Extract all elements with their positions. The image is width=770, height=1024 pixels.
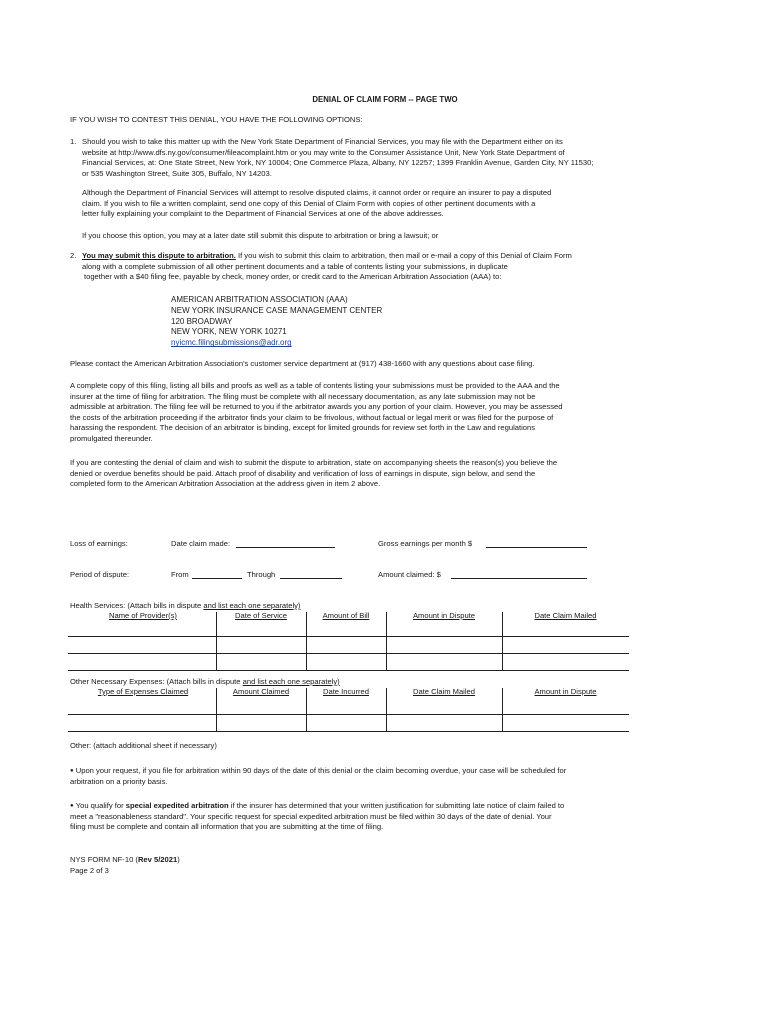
date-claim-made-label: Date claim made: bbox=[171, 539, 231, 548]
health-table-row-line bbox=[68, 670, 629, 671]
bullet-priority bbox=[70, 766, 630, 787]
option1-line: Although the Department of Financial Services will attempt to resolve disputed claims, it cannot order or require an insurer to pay a disputed bbox=[82, 188, 552, 197]
amount-claimed-field[interactable] bbox=[451, 578, 587, 579]
bullet2-pre: You qualify for bbox=[75, 801, 126, 810]
column-header-date-of-service: Date of Service bbox=[235, 611, 287, 620]
address-line: AMERICAN ARBITRATION ASSOCIATION (AAA) bbox=[171, 295, 348, 304]
expenses-table-divider bbox=[306, 688, 307, 731]
bullet-expedited bbox=[70, 801, 628, 833]
form-number-pre: NYS FORM NF-10 ( bbox=[70, 855, 138, 864]
address-line: NEW YORK, NEW YORK 10271 bbox=[171, 327, 287, 337]
bullet-line bbox=[70, 801, 628, 812]
gross-earnings-label: Gross earnings per month $ bbox=[378, 539, 473, 548]
option1-paragraph bbox=[82, 137, 702, 179]
expenses-table-divider bbox=[502, 688, 503, 731]
gross-earnings-field[interactable] bbox=[486, 547, 587, 548]
aaa-address bbox=[171, 295, 382, 349]
health-table-row-line bbox=[68, 636, 629, 637]
option1-line: letter fully explaining your complaint to the Department of Financial Services at one of the above addresses. bbox=[82, 209, 444, 219]
expenses-table-row-line bbox=[68, 714, 629, 715]
other-expenses-label-plain: Other Necessary Expenses: (Attach bills in dispute bbox=[70, 677, 243, 686]
other-expenses-label-underlined: and list each one separately) bbox=[242, 677, 340, 686]
option2-line: along with a complete submission of all other pertinent documents and a table of contents listing your submissions, in duplicate bbox=[82, 261, 508, 271]
page-title: DENIAL OF CLAIM FORM -- PAGE TWO bbox=[312, 95, 458, 104]
column-header-date-claim-mailed: Date Claim Mailed bbox=[412, 687, 476, 696]
contest-line: completed form to the American Arbitration Association at the address given in item 2 above. bbox=[70, 479, 381, 489]
aaa-email-link[interactable]: nyicmc.filingsubmissions@adr.org bbox=[171, 338, 292, 348]
health-table-divider bbox=[216, 612, 217, 670]
health-table-divider bbox=[386, 612, 387, 670]
column-header-amount-of-bill: Amount of Bill bbox=[322, 611, 370, 620]
expenses-table-row-line bbox=[68, 731, 629, 732]
column-header-amount-in-dispute: Amount in Dispute bbox=[534, 687, 597, 696]
copy-line: admissible at arbitration. The filing fee will be returned to you if the arbitrator awards you any portion of your claim. However, you may be assessed bbox=[70, 402, 563, 412]
health-services-label-underlined: and list each one separately) bbox=[203, 601, 301, 610]
column-header-type-of-expenses: Type of Expenses Claimed bbox=[97, 687, 189, 696]
from-label: From bbox=[171, 570, 189, 579]
column-header-name-of-provider: Name of Provider(s) bbox=[109, 611, 177, 620]
address-line: 120 BROADWAY bbox=[171, 316, 233, 326]
period-of-dispute-label: Period of dispute: bbox=[70, 570, 130, 579]
loss-of-earnings-label: Loss of earnings: bbox=[70, 539, 128, 548]
copy-paragraph bbox=[70, 381, 628, 445]
through-date-field[interactable] bbox=[280, 578, 342, 579]
date-claim-made-field[interactable] bbox=[236, 547, 335, 548]
column-header-date-incurred: Date Incurred bbox=[322, 687, 369, 696]
bullet2-bold: special expedited arbitration bbox=[125, 801, 229, 810]
option2-number: 2. bbox=[70, 251, 77, 260]
option2-line bbox=[82, 251, 702, 262]
copy-line: the costs of the arbitration proceeding if the arbitrator finds your claim to be frivolous, without factual or legal merit or was filed for the purpose of bbox=[70, 412, 554, 422]
form-number bbox=[70, 855, 180, 866]
option2-paragraph bbox=[82, 251, 702, 283]
option1-line: or 535 Washington Street, Suite 305, Buffalo, NY 14203. bbox=[82, 168, 272, 178]
health-services-label-plain: Health Services: (Attach bills in dispute bbox=[70, 601, 204, 610]
bullet2-line3: filing must be complete and contain all information that you are submitting at the time of filing. bbox=[70, 822, 384, 832]
column-header-amount-in-dispute: Amount in Dispute bbox=[412, 611, 476, 620]
option1-line: Financial Services, at: One State Street, New York, NY 10004; One Commerce Plaza, Albany, NY 12257; 1399 Franklin Avenue, Garden City, NY 11530; bbox=[82, 158, 594, 168]
option2-line: together with a $40 filing fee, payable by check, money order, or credit card to the American Arbitration Association (AAA) to: bbox=[84, 272, 502, 282]
option2-line-rest: If you wish to submit this claim to arbitration, then mail or e-mail a copy of this Denial of Claim Form bbox=[235, 251, 572, 260]
option2-heading: You may submit this dispute to arbitration. bbox=[82, 251, 236, 260]
column-header-amount-claimed: Amount Claimed bbox=[232, 687, 290, 696]
bullet-dot: ● bbox=[70, 803, 74, 809]
form-number-post: ) bbox=[177, 855, 180, 864]
expenses-table-divider bbox=[386, 688, 387, 731]
option1-paragraph-3: If you choose this option, you may at a later date still submit this dispute to arbitration or bring a lawsuit; or bbox=[82, 231, 439, 240]
from-date-field[interactable] bbox=[192, 578, 242, 579]
address-line: NEW YORK INSURANCE CASE MANAGEMENT CENTER bbox=[171, 305, 383, 315]
form-revision: Rev 5/2021 bbox=[137, 855, 178, 864]
other-label: Other: (attach additional sheet if necessary) bbox=[70, 741, 217, 750]
option1-line: claim. If you wish to file a written complaint, send one copy of this Denial of Claim Form with copies of other pertinent documents with a bbox=[82, 198, 536, 208]
copy-line: A complete copy of this filing, listing all bills and proofs as well as a table of contents listing your submissions must be provided to the AAA and the bbox=[70, 381, 560, 390]
bullet-line bbox=[70, 766, 630, 777]
amount-claimed-label: Amount claimed: $ bbox=[378, 570, 441, 579]
bullet2-line2: meet a "reasonableness standard". Your specific request for special expedited arbitration must be filed within 30 days of the date of denial. Your bbox=[70, 811, 552, 821]
bullet1-line1: Upon your request, if you file for arbitration within 90 days of the date of this denial or the claim becoming overdue, your case will be scheduled for bbox=[75, 766, 567, 775]
option1-line: Should you wish to take this matter up with the New York State Department of Financial Services, you may file with the Department either on its bbox=[82, 137, 563, 146]
health-services-label bbox=[70, 601, 300, 612]
page-number: Page 2 of 3 bbox=[70, 866, 109, 875]
copy-line: harassing the respondent. The decision of an arbitrator is binding, except for limited grounds for review set forth in the Law and regulations bbox=[70, 423, 536, 433]
other-expenses-label bbox=[70, 677, 340, 688]
contest-paragraph bbox=[70, 458, 628, 490]
health-table-divider bbox=[306, 612, 307, 670]
contest-line: If you are contesting the denial of claim and wish to submit the dispute to arbitration, state on accompanying sheets the reason(s) you believe the bbox=[70, 458, 558, 467]
option1-line: website at http://www.dfs.ny.gov/consumer/fileacomplaint.htm or you may write to the Consumer Assistance Unit, New York State Department of bbox=[82, 147, 565, 157]
column-header-date-claim-mailed: Date Claim Mailed bbox=[534, 611, 597, 620]
through-label: Through bbox=[247, 570, 276, 579]
bullet2-post: if the insurer has determined that your written justification for submitting late notice of claim failed to bbox=[228, 801, 565, 810]
option1-paragraph-2 bbox=[82, 188, 702, 220]
expenses-table-divider bbox=[216, 688, 217, 731]
copy-line: insurer at the time of filing for arbitration. The filing must be complete with all necessary documentation, as any late submission may not be bbox=[70, 391, 536, 401]
bullet-dot: ● bbox=[70, 768, 74, 774]
bullet1-line2: arbitration on a priority basis. bbox=[70, 776, 168, 786]
health-table-row-line bbox=[68, 653, 629, 654]
copy-line: promulgated thereunder. bbox=[70, 433, 153, 443]
options-intro: IF YOU WISH TO CONTEST THIS DENIAL, YOU HAVE THE FOLLOWING OPTIONS: bbox=[70, 115, 363, 124]
contest-line: denied or overdue benefits should be paid. Attach proof of disability and verification of loss of earnings in dispute, sign below, and send the bbox=[70, 468, 536, 478]
health-table-divider bbox=[502, 612, 503, 670]
option1-number: 1. bbox=[70, 137, 77, 146]
aaa-contact-text: Please contact the American Arbitration Association's customer service department at (917) 438-1660 with any questions about case filing. bbox=[70, 359, 535, 368]
